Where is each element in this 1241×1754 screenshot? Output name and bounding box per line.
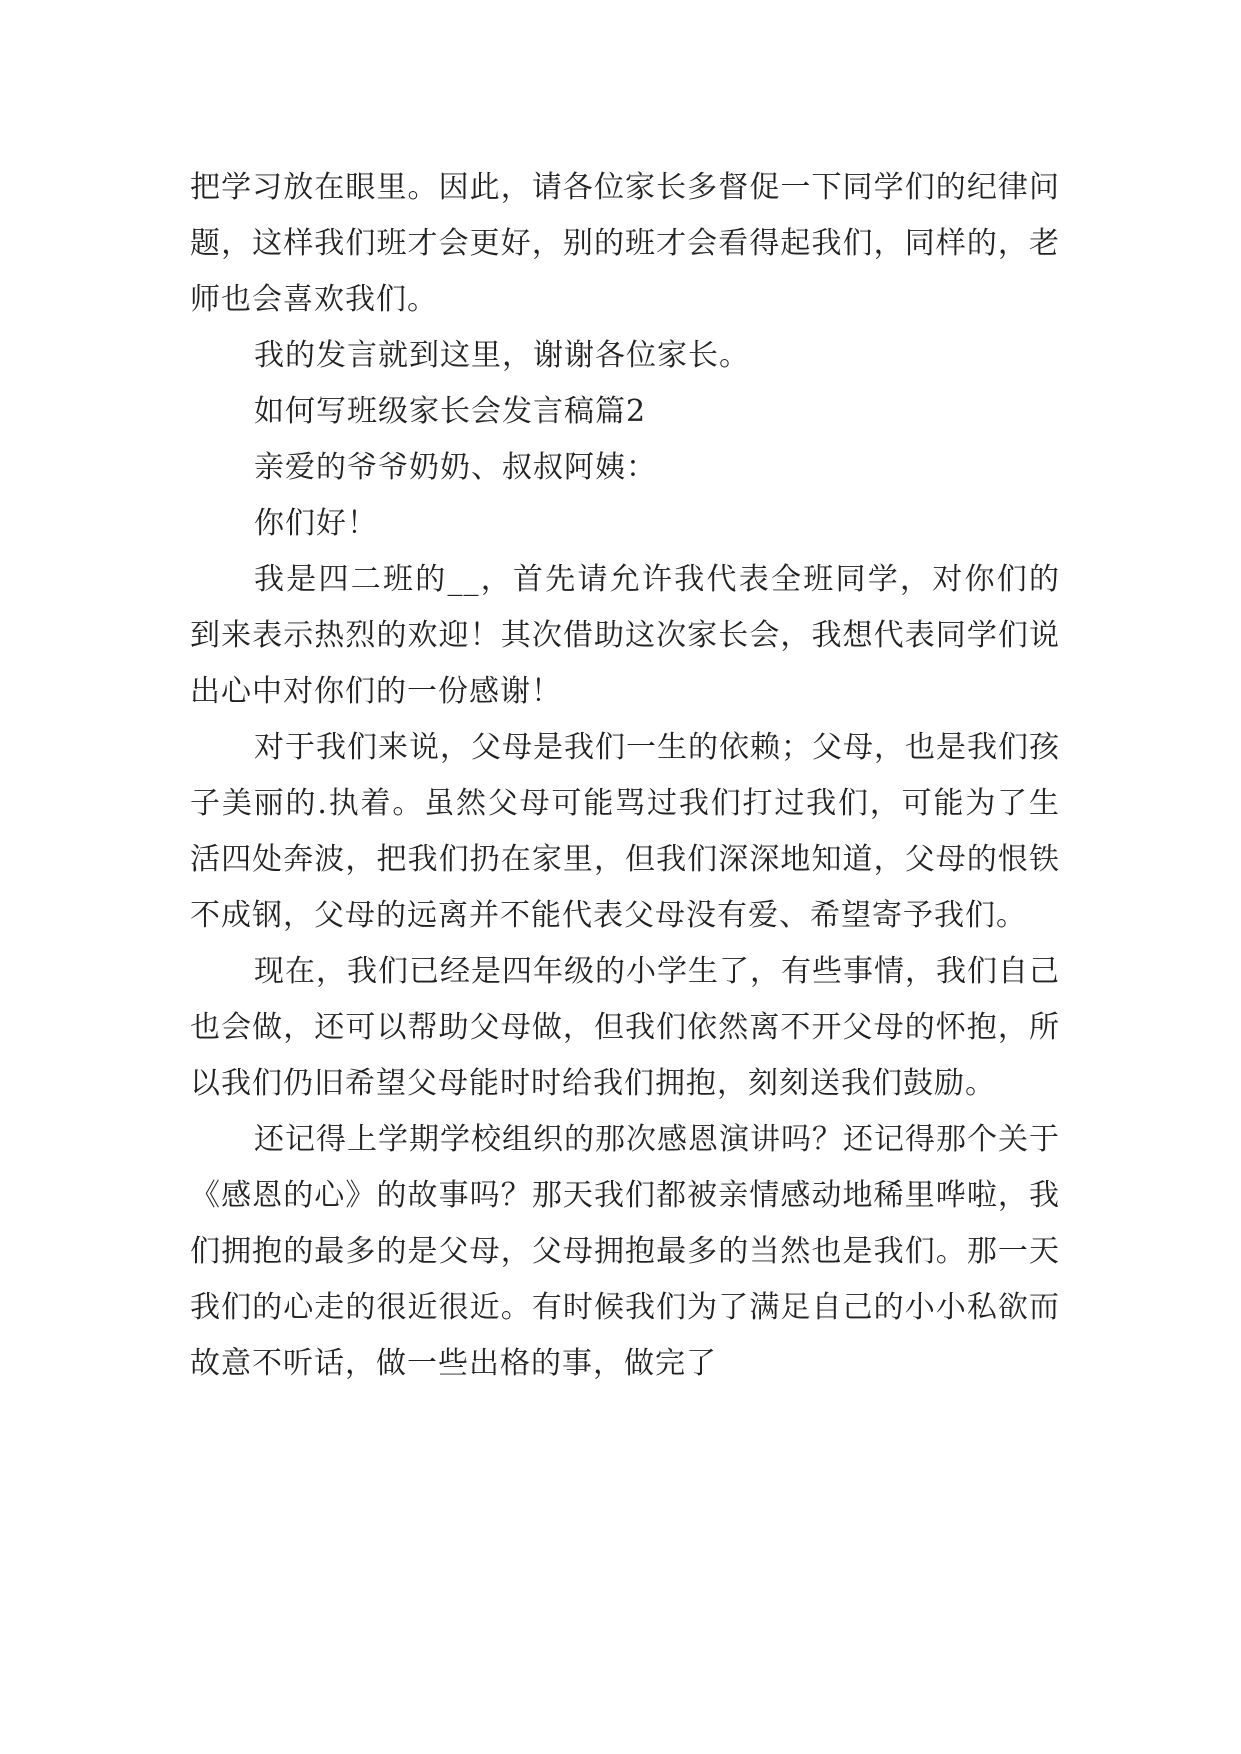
paragraph-continued: 把学习放在眼里。因此，请各位家长多督促一下同学们的纪律问题，这样我们班才会更好，别的班才会看得起我们，同样的，老师也会喜欢我们。	[190, 170, 1060, 317]
paragraph: 对于我们来说，父母是我们一生的依赖；父母，也是我们孩子美丽的.执着。虽然父母可能骂过我们打过我们，可能为了生活四处奔波，把我们扔在家里，但我们深深地知道，父母的恨铁不成钢，父母的远离并不能代表父母没有爱、希望寄予我们。	[190, 730, 1060, 933]
paragraph: 我是四二班的__，首先请允许我代表全班同学，对你们的到来表示热烈的欢迎！其次借助这次家长会，我想代表同学们说出心中对你们的一份感谢！	[190, 562, 1060, 709]
paragraph: 现在，我们已经是四年级的小学生了，有些事情，我们自己也会做，还可以帮助父母做，但我们依然离不开父母的怀抱，所以我们仍旧希望父母能时时给我们拥抱，刻刻送我们鼓励。	[190, 954, 1060, 1101]
section-title: 如何写班级家长会发言稿篇2	[254, 394, 647, 429]
document-body	[190, 160, 1060, 1392]
paragraph: 还记得上学期学校组织的那次感恩演讲吗？还记得那个关于《感恩的心》的故事吗？那天我们都被亲情感动地稀里哗啦，我们拥抱的最多的是父母，父母拥抱最多的当然也是我们。那一天我们的心走的很近很近。有时候我们为了满足自己的小小私欲而故意不听话，做一些出格的事，做完了	[190, 1122, 1060, 1381]
paragraph-closing: 我的发言就到这里，谢谢各位家长。	[254, 338, 750, 373]
greeting: 你们好！	[254, 506, 378, 541]
salutation: 亲爱的爷爷奶奶、叔叔阿姨：	[254, 450, 657, 485]
